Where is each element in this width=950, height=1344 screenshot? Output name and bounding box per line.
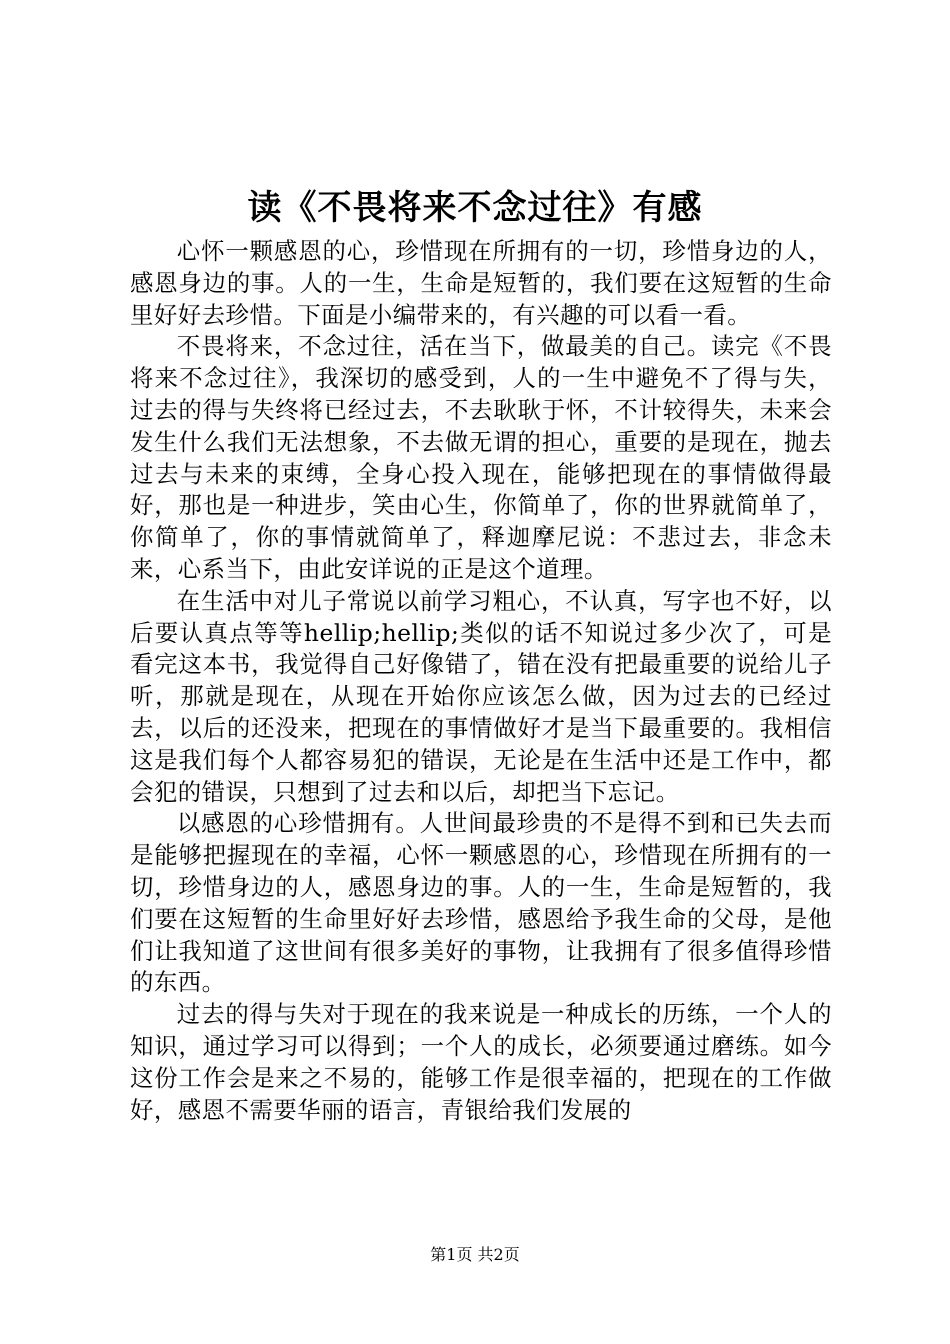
page-title: 读《不畏将来不念过往》有感 [247,188,703,228]
paragraph-4: 以感恩的心珍惜拥有。人世间最珍贵的不是得不到和已失去而是能够把握现在的幸福，心怀一颗感恩的心，珍惜现在所拥有的一切，珍惜身边的人，感恩身边的事。人的一生，生命是短暂的，我们要在这短暂的生命里好好去珍惜，感恩给予我生命的父母，是他们让我知道了这世间有很多美好的事物，让我拥有了很多值得珍惜的东西。 [130,809,832,997]
page-number-footer: 第1页 共2页 [430,1245,520,1264]
paragraph-1: 心怀一颗感恩的心，珍惜现在所拥有的一切，珍惜身边的人，感恩身边的事。人的一生，生命是短暂的，我们要在这短暂的生命里好好去珍惜。下面是小编带来的，有兴趣的可以看一看。 [130,237,832,329]
document-body [130,236,832,1126]
paragraph-5: 过去的得与失对于现在的我来说是一种成长的历练，一个人的知识，通过学习可以得到；一个人的成长，必须要通过磨练。如今这份工作会是来之不易的，能够工作是很幸福的，把现在的工作做好，感恩不需要华丽的语言，青银给我们发展的 [130,1000,832,1124]
paragraph-3: 在生活中对儿子常说以前学习粗心，不认真，写字也不好，以后要认真点等等hellip;hellip;类似的话不知说过多少次了，可是看完这本书，我觉得自己好像错了，错在没有把最重要的说给儿子听，那就是现在，从现在开始你应该怎么做，因为过去的已经过去，以后的还没来，把现在的事情做好才是当下最重要的。我相信这是我们每个人都容易犯的错误，无论是在生活中还是工作中，都会犯的错误，只想到了过去和以后，却把当下忘记。 [130,586,832,806]
paragraph-2: 不畏将来，不念过往，活在当下，做最美的自己。读完《不畏将来不念过往》，我深切的感受到，人的一生中避免不了得与失，过去的得与失终将已经过去，不去耿耿于怀，不计较得失，未来会发生什么我们无法想象，不去做无谓的担心，重要的是现在，抛去过去与未来的束缚，全身心投入现在，能够把现在的事情做得最好，那也是一种进步，笑由心生，你简单了，你的世界就简单了，你简单了，你的事情就简单了，释迦摩尼说：不悲过去，非念未来，心系当下，由此安详说的正是这个道理。 [130,332,832,583]
